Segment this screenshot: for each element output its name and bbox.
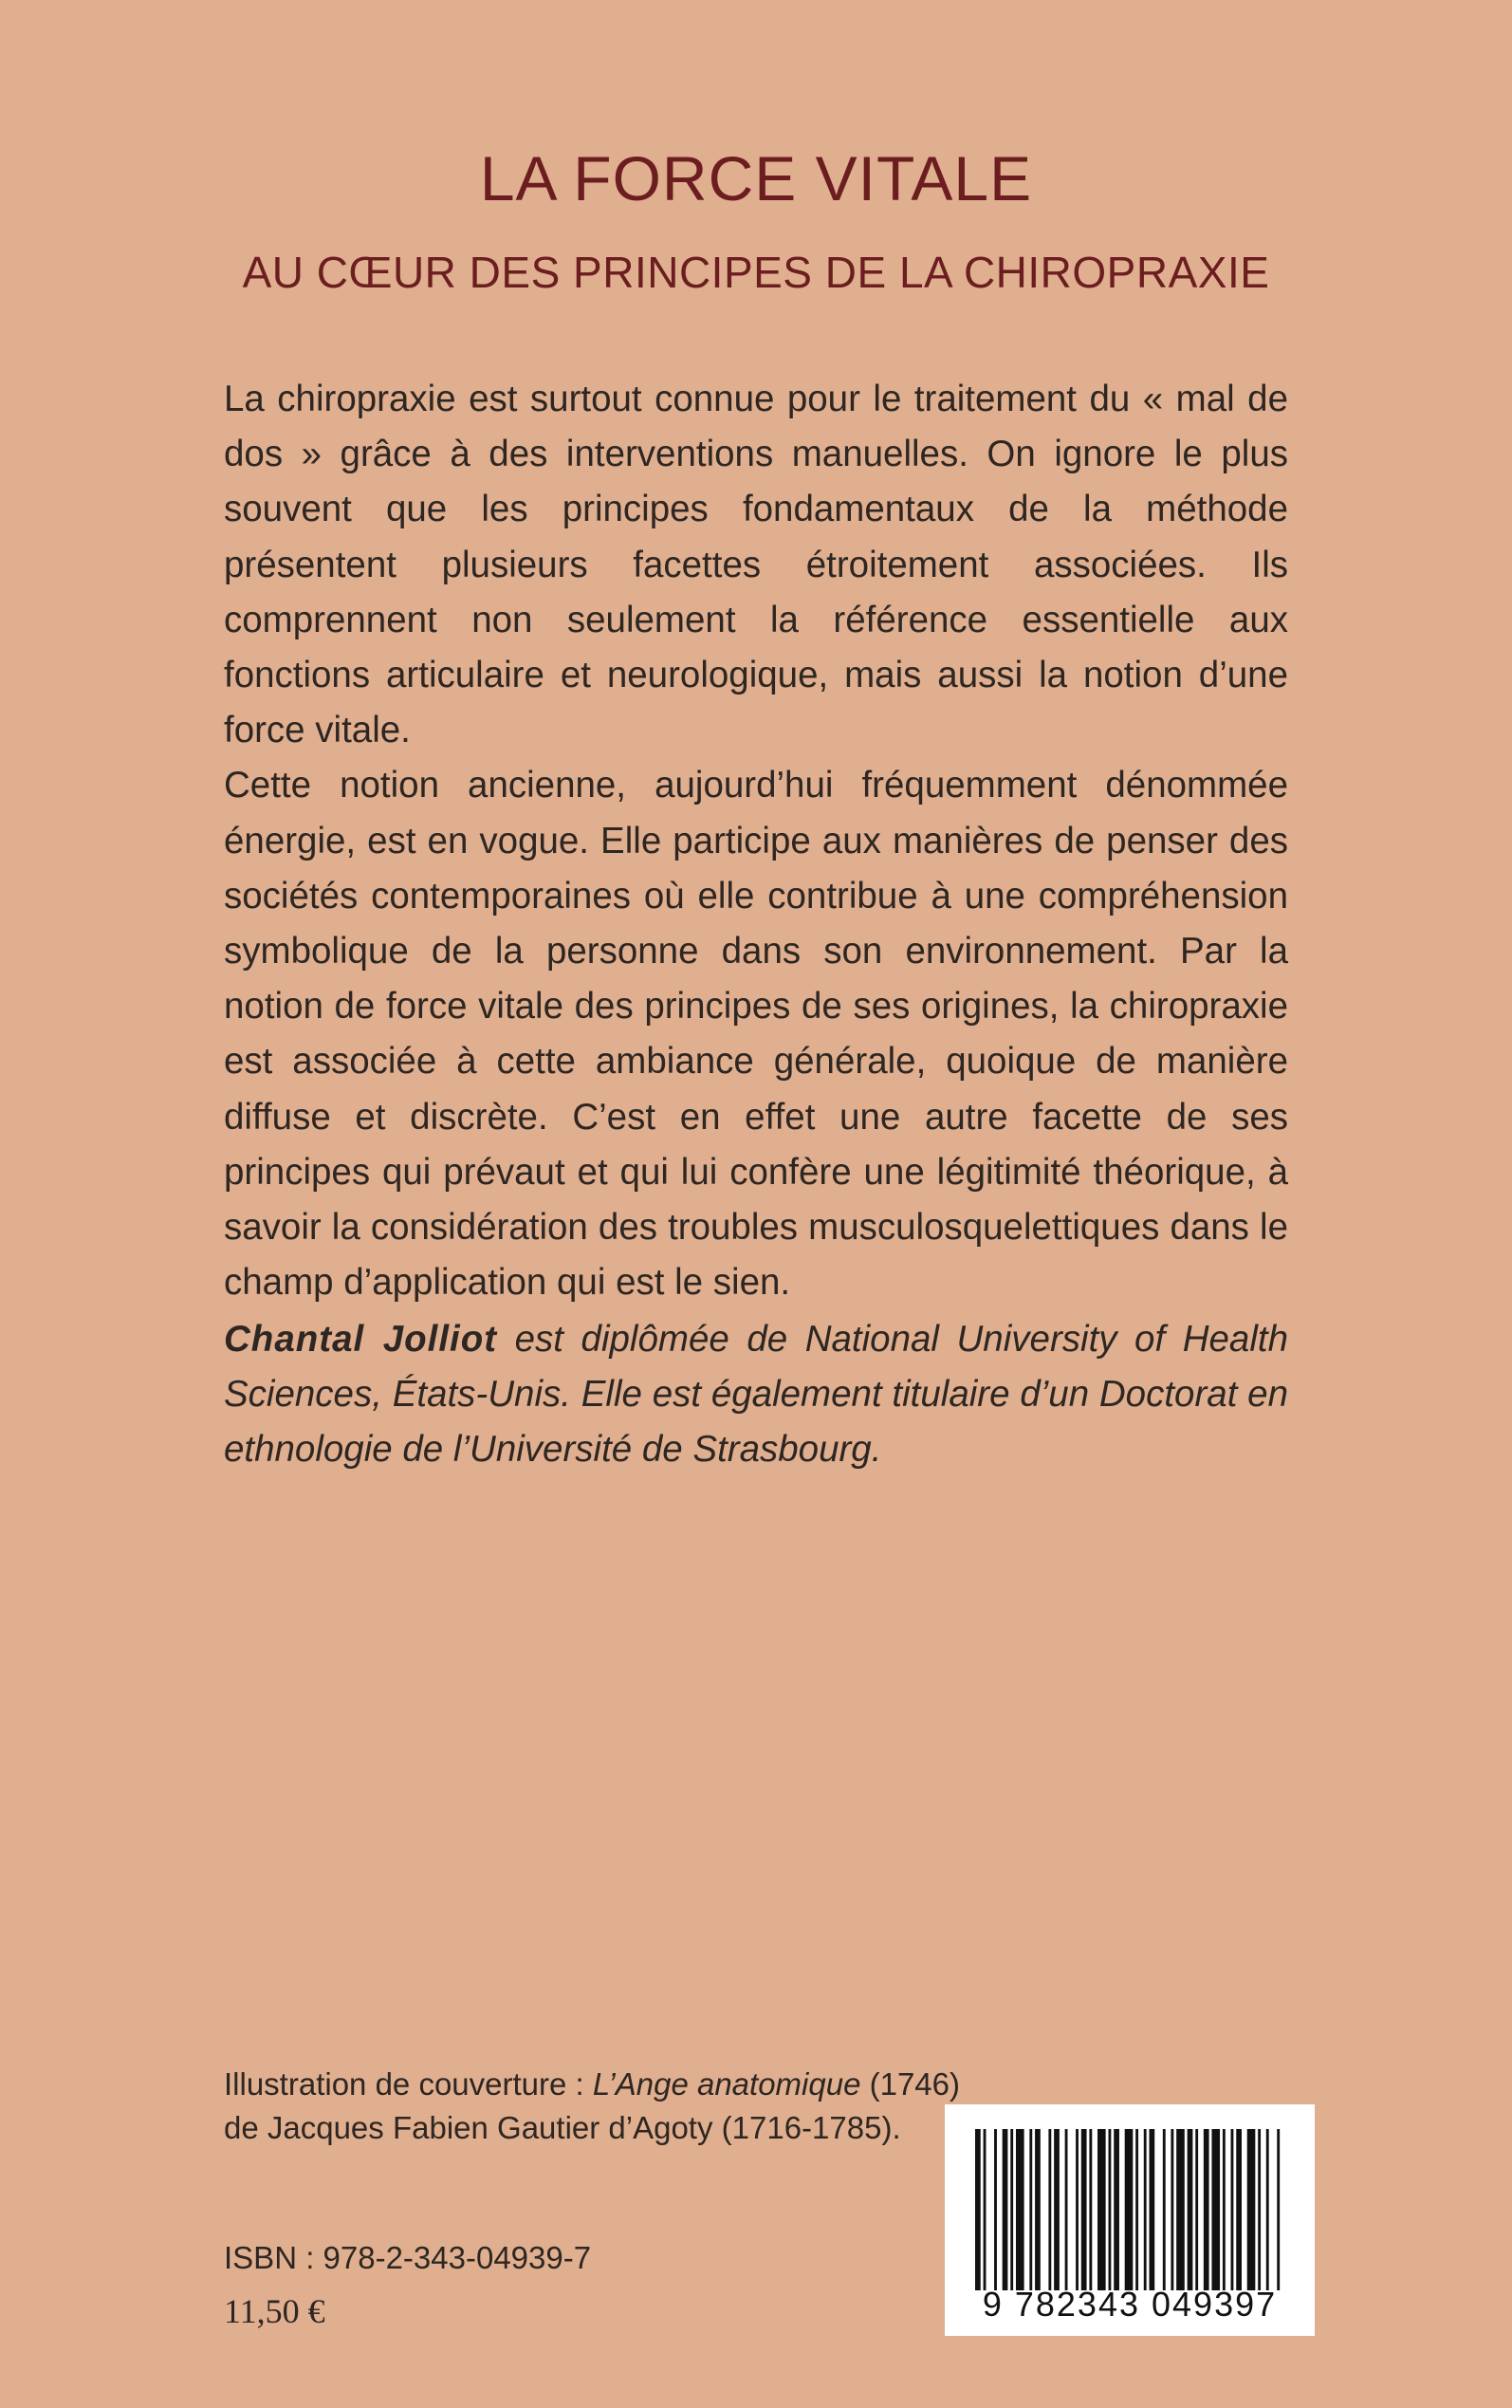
author-name: Chantal Jolliot xyxy=(224,1319,498,1360)
barcode-bar xyxy=(1003,2129,1008,2290)
barcode-bar xyxy=(1065,2129,1068,2290)
barcode xyxy=(945,2104,1315,2336)
barcode-bar xyxy=(1171,2129,1173,2290)
barcode-bar xyxy=(1135,2129,1138,2290)
barcode-bar xyxy=(1109,2129,1112,2290)
barcode-bar xyxy=(1163,2129,1166,2290)
barcode-bar xyxy=(1048,2129,1051,2290)
illustration-suffix: (1746) de Jacques Fabien Gautier d’Agoty (1716-1785). xyxy=(224,2066,960,2145)
isbn: ISBN : 978-2-343-04939-7 xyxy=(224,2240,592,2275)
barcode-bar xyxy=(1125,2129,1134,2290)
barcode-bar xyxy=(1054,2129,1060,2290)
barcode-bar xyxy=(1089,2129,1092,2290)
barcode-bar xyxy=(1247,2129,1256,2290)
author-bio-text: est diplômée de National University of Health Sciences, États-Unis. Elle est également titulaire d’un Doctorat en ethnologie de l’Université de Strasbourg. xyxy=(224,1319,1289,1471)
barcode-bar xyxy=(1035,2129,1041,2290)
barcode-bar xyxy=(984,2129,986,2290)
barcode-bar xyxy=(1236,2129,1242,2290)
barcode-bar xyxy=(1258,2129,1261,2290)
illustration-title: L’Ange anatomique xyxy=(592,2066,861,2102)
barcode-digits: 9 782343 049397 xyxy=(982,2285,1278,2324)
barcode-bar xyxy=(1211,2129,1220,2290)
barcode-bar xyxy=(1266,2129,1269,2290)
blurb xyxy=(224,372,1288,1310)
barcode-bar xyxy=(1144,2129,1147,2290)
barcode-bar xyxy=(975,2129,981,2290)
illustration-prefix: Illustration de couverture : xyxy=(224,2066,593,2102)
author-bio xyxy=(224,1312,1288,1478)
barcode-bar xyxy=(1223,2129,1226,2290)
barcode-bar xyxy=(1114,2129,1119,2290)
barcode-bar xyxy=(1076,2129,1079,2290)
blurb-paragraph-1: La chiropraxie est surtout connue pour le traitement du « mal de dos » grâce à des interventions manuelles. On ignore le plus souvent que les principes fondamentaux de la méthode présentent plusieurs facettes étroitement associées. Ils comprennent non seulement la référence essentielle aux fonctions articulaire et neurologique, mais aussi la notion d’une force vitale. xyxy=(224,379,1288,751)
barcode-bar xyxy=(1097,2129,1106,2290)
blurb-paragraph-2: Cette notion ancienne, aujourd’hui fréquemment dénommée énergie, est en vogue. Elle participe aux manières de penser des sociétés contemporaines où elle contribue à une compréhension symbolique de la personne dans son environnement. Par la notion de force vitale des principes de ses origines, la chiropraxie est associée à cette ambiance générale, quoique de manière diffuse et discrète. C’est en effet une autre facette de ses principes qui prévaut et qui lui confère une légitimité théorique, à savoir la considération des troubles musculosquelettiques dans le champ d’application qui est le sien. xyxy=(224,765,1288,1304)
barcode-bar xyxy=(1231,2129,1234,2290)
book-subtitle: AU CŒUR DES PRINCIPES DE LA CHIROPRAXIE xyxy=(242,248,1270,297)
book-title: LA FORCE VITALE xyxy=(479,143,1033,213)
illustration-credit xyxy=(224,2063,964,2150)
barcode-bar xyxy=(1195,2129,1198,2290)
barcode-bar xyxy=(1081,2129,1087,2290)
barcode-bars xyxy=(975,2129,1282,2290)
barcode-bar xyxy=(1277,2129,1280,2290)
barcode-bar xyxy=(1010,2129,1013,2290)
barcode-bar xyxy=(1176,2129,1185,2290)
barcode-bar xyxy=(1188,2129,1193,2290)
barcode-bar xyxy=(1204,2129,1209,2290)
barcode-bar xyxy=(1150,2129,1155,2290)
price: 11,50 € xyxy=(224,2292,325,2330)
barcode-bar xyxy=(1029,2129,1032,2290)
barcode-bar xyxy=(994,2129,997,2290)
barcode-bar xyxy=(1016,2129,1024,2290)
